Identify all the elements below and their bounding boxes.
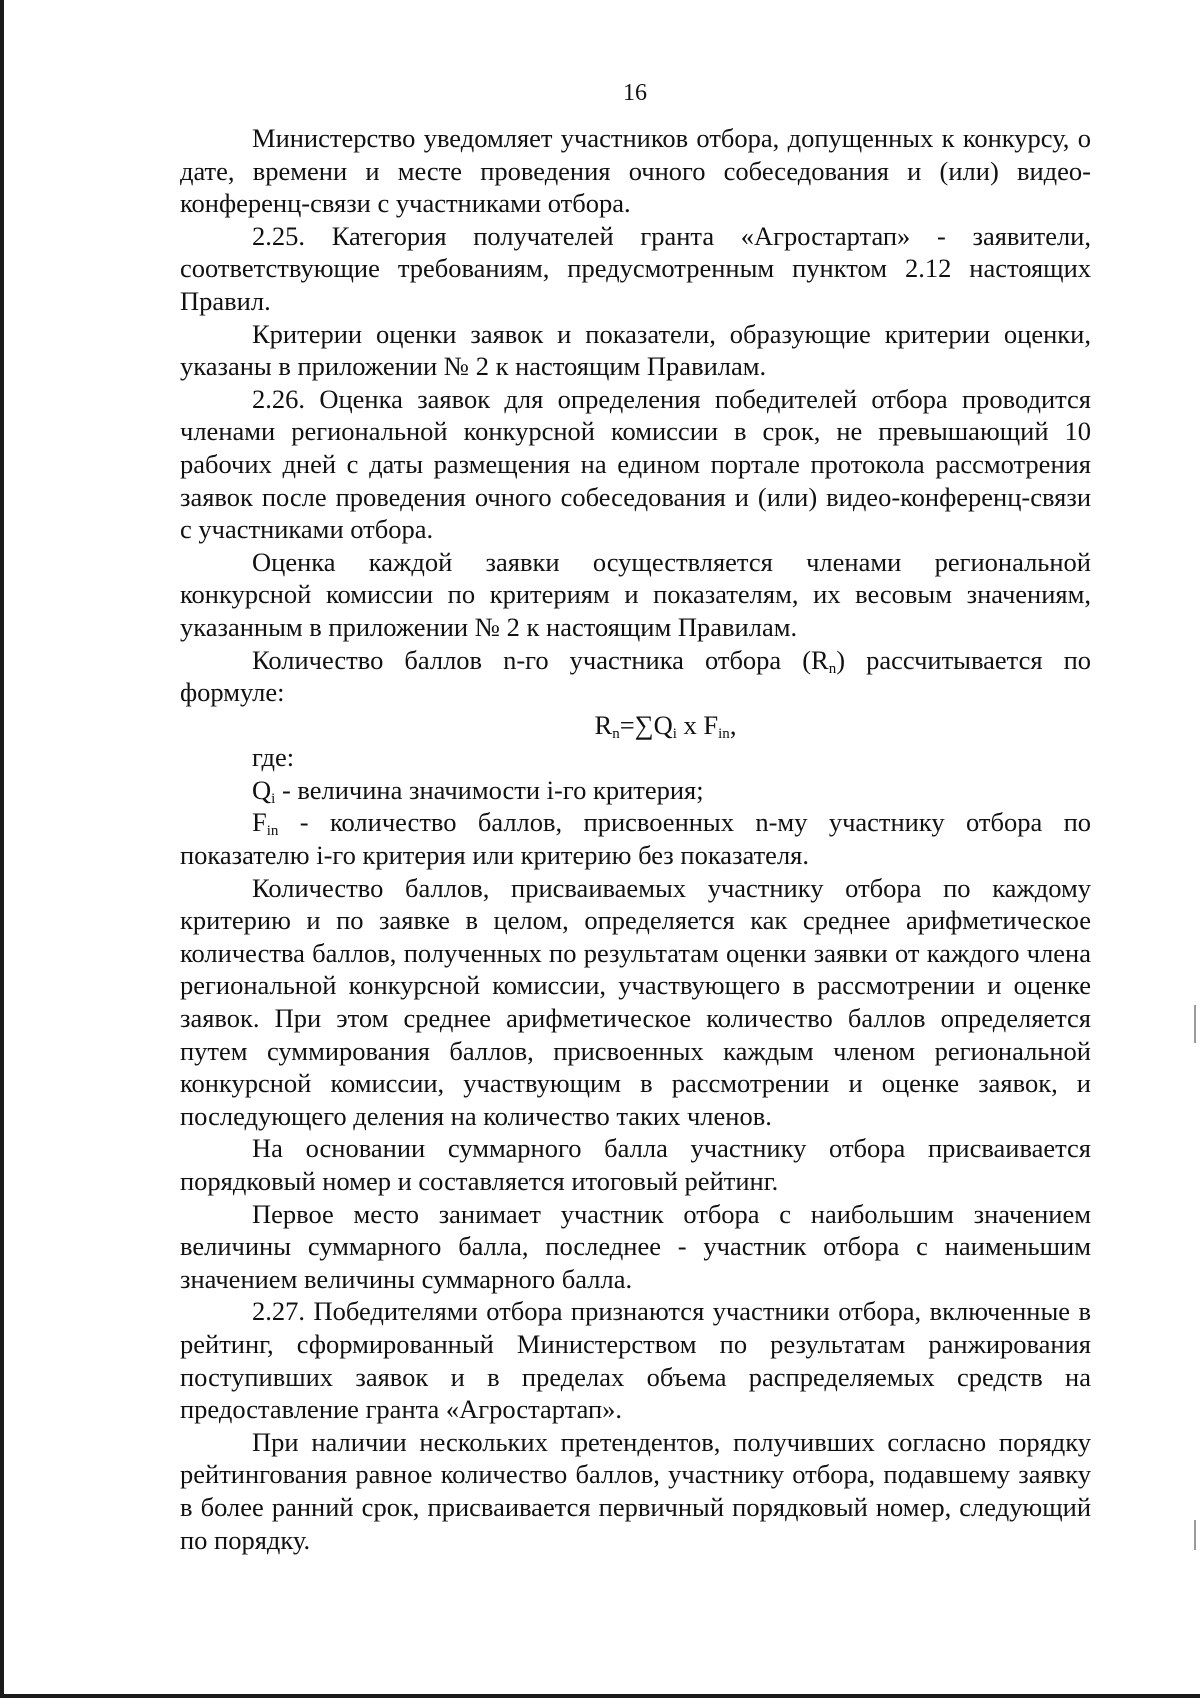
scan-speck [1194, 1520, 1196, 1550]
paragraph-rating: На основании суммарного балла участнику отбора присваивается порядковый номер и составляется итоговый рейтинг. [180, 1133, 1091, 1196]
formula-tail: , [729, 709, 737, 740]
q-symbol-subscript: i [271, 790, 276, 807]
paragraph-notification: Министерство уведомляет участников отбора, допущенных к конкурсу, о дате, времени и месте проведения очного собеседования и (или) видео-конференц-связи с участниками отбора. [180, 123, 1091, 219]
paragraph-first-place: Первое место занимает участник отбора с наибольшим значением величины суммарного балла, последнее - участник отбора с наименьшим значением величины суммарного балла. [180, 1198, 1091, 1294]
paragraph-average-score: Количество баллов, присваиваемых участнику отбора по каждому критерию и по заявке в целом, определяется как среднее арифметическое количества баллов, полученных по результатам оценки заявки от каждого члена региональной конкурсной комиссии, участвующего в рассмотрении и оценке заявок. При этом среднее арифметическое количество баллов определяется путем суммирования баллов, присвоенных каждым членом региональной конкурсной комиссии, участвующим в рассмотрении и оценке заявок, и последующего деления на количество таких членов. [180, 872, 1091, 1131]
formula-r: R [594, 709, 613, 740]
paragraph-tie-break: При наличии нескольких претендентов, получивших согласно порядку рейтингования равное количество баллов, участнику отбора, подавшему заявку в более ранний срок, присваивается первичный порядковый номер, следующий по порядку. [180, 1426, 1091, 1555]
f-symbol-subscript: in [266, 823, 279, 840]
q-symbol: Q [252, 774, 272, 805]
paragraph-where: где: [252, 742, 295, 773]
paragraph-2-27: 2.27. Победителями отбора признаются участники отбора, включенные в рейтинг, сформированный Министерством по результатам ранжирования поступивших заявок и в пределах объема распределяемых средств на предоставление гранта «Агростартап». [180, 1296, 1091, 1425]
definition-q [180, 774, 1091, 807]
paragraph-criteria: Критерии оценки заявок и показатели, образующие критерии оценки, указаны в приложении № 2 к настоящим Правилам. [180, 318, 1091, 382]
score-intro-text-end: ) рассчитывается по формуле: [180, 644, 1091, 708]
paragraph-score-intro [180, 644, 1091, 709]
f-definition-text: - количество баллов, присвоенных n-му участнику отбора по показателю i-го критерия или критерию без показателя. [180, 807, 1091, 871]
formula-r-subscript: n [612, 725, 620, 742]
f-symbol: F [252, 807, 267, 838]
document-body [180, 122, 1091, 1556]
score-formula [180, 709, 1091, 742]
score-intro-subscript: n [828, 660, 837, 677]
scan-speck [1194, 1005, 1196, 1043]
paragraph-2-26: 2.26. Оценка заявок для определения победителей отбора проводится членами региональной конкурсной комиссии в срок, не превышающий 10 рабочих дней с даты размещения на едином портале протокола рассмотрения заявок после проведения очного собеседования и (или) видео-конференц-связи с участниками отбора. [180, 383, 1091, 545]
paragraph-evaluation: Оценка каждой заявки осуществляется членами региональной конкурсной комиссии по критериям и показателям, их весовым значениям, указанным в приложении № 2 к настоящим Правилам. [180, 546, 1091, 642]
formula-times-f: x F [676, 709, 719, 740]
definition-f [180, 806, 1091, 871]
score-intro-text: Количество баллов n-го участника отбора (R [252, 644, 829, 675]
formula-sum-q: =∑Q [619, 709, 673, 740]
formula-q-subscript: i [672, 725, 677, 742]
formula-f-subscript: in [718, 725, 730, 742]
scan-edge-left [0, 0, 4, 1698]
page-number: 16 [623, 80, 647, 106]
paragraph-2-25: 2.25. Категория получателей гранта «Агростартап» - заявители, соответствующие требованиям, предусмотренным пунктом 2.12 настоящих Правил. [180, 220, 1091, 316]
scan-edge-bottom [0, 1694, 1200, 1698]
q-definition-text: - величина значимости i-го критерия; [275, 774, 704, 805]
